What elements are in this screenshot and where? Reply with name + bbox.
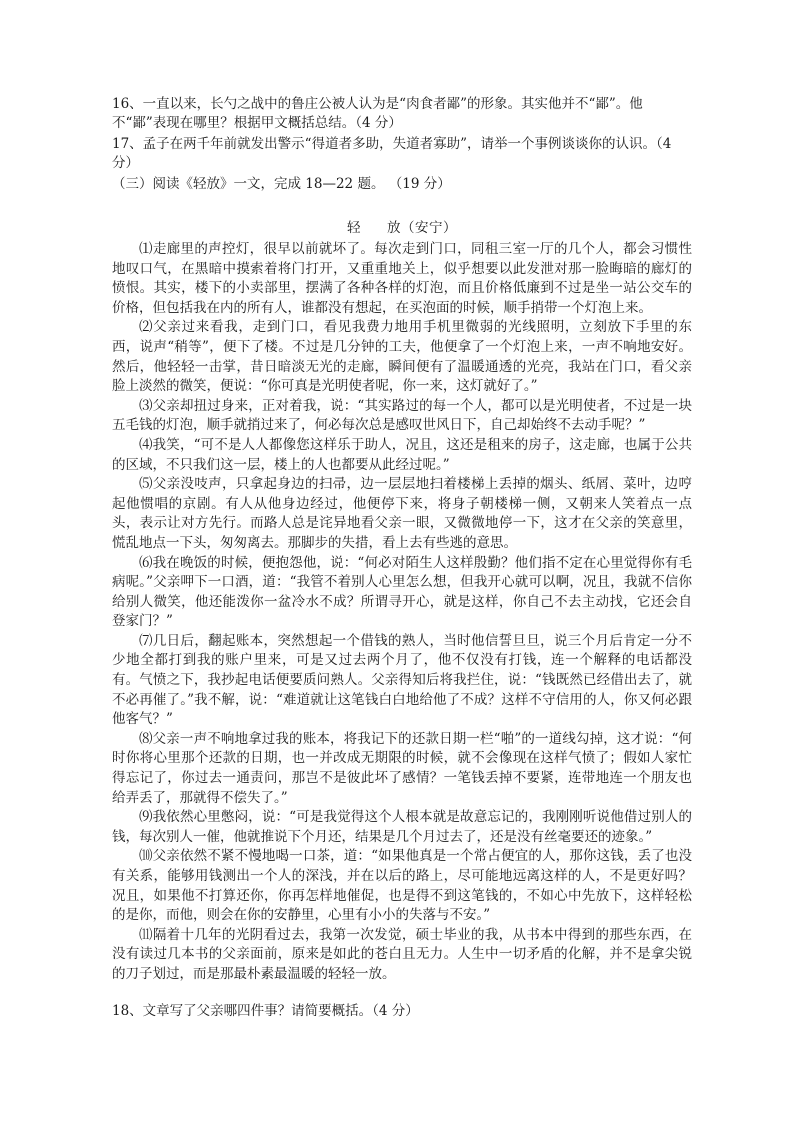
article-paragraph-8: ⑻父亲一声不响地拿过我的账本，将我记下的还款日期一栏“啪”的一道线勾掉，这才说：“何时你将心里那个还款的日期，也一并改成无期限的时候，就不会像现在这样气愤了；假如人家忙得忘记了，你过去一通责问，那岂不是彼此坏了感情？一笔钱丢掉不要紧，连带地连一个朋友也给弄丢了，那就得不偿失了。” — [112, 730, 692, 806]
question-17: 17、孟子在两千年前就发出警示“得道者多助，失道者寡助”，请举一个事例谈谈你的认识。（4 分） — [112, 136, 672, 171]
article-paragraph-1: ⑴走廊里的声控灯，很早以前就坏了。每次走到门口，同租三室一厅的几个人，都会习惯性地叹口气，在黑暗中摸索着将门打开，又重重地关上，似乎想要以此发泄对那一脸晦暗的廊灯的愤恨。其实，楼下的小卖部里，摆满了各种各样的灯泡，而且价格低廉到不过是坐一站公交车的价格，但包括我在内的所有人，谁都没有想起，在买泡面的时候，顺手捎带一个灯泡上来。 — [112, 241, 692, 316]
article-paragraph-3: ⑶父亲却扭过身来，正对着我，说：“其实路过的每一个人，都可以是光明使者，不过是一块五毛钱的灯泡，顺手就捎过来了，何必每次总是感叹世风日下，自己却始终不去动手呢？” — [112, 397, 692, 434]
question-16: 16、一直以来，长勺之战中的鲁庄公被人认为是“肉食者鄙”的形象。其实他并不“鄙”。他不“鄙”表现在哪里？根据甲文概括总结。（4 分） — [112, 96, 643, 131]
article-title — [112, 218, 692, 238]
article-paragraph-11: ⑾隔着十几年的光阴看过去，我第一次发觉，硕士毕业的我，从书本中得到的那些东西，在没有读过几本书的父亲面前，原来是如此的苍白且无力。人生中一切矛盾的化解，并不是拿尖锐的刀子划过，而是那最朴素最温暖的轻轻一放。 — [112, 926, 692, 982]
question-18: 18、文章写了父亲哪四件事？请简要概括。（4 分） — [112, 1003, 419, 1019]
article-paragraph-9: ⑼我依然心里憋闷，说：“可是我觉得这个人根本就是故意忘记的，我刚刚听说他借过别人的钱，每次别人一催，他就推说下个月还，结果是几个月过去了，还是没有丝毫要还的迹象。” — [112, 809, 692, 845]
question-block — [112, 95, 692, 194]
article-title-part1: 轻 — [347, 220, 361, 236]
article-paragraph-10: ⑽父亲依然不紧不慢地喝一口茶，道：“如果他真是一个常占便宜的人，那你这钱，丢了也没有关系，能够用钱测出一个人的深浅，并在以后的路上，尽可能地远离这样的人，不是更好吗？况且，如果他不打算还你，你再怎样地催促，也是得不到这笔钱的，不如心中先放下，这样轻松的是你，而他，则会在你的安静里，心里有小小的失落与不安。” — [112, 848, 692, 924]
article-paragraph-6: ⑹我在晚饭的时候，便抱怨他，说：“何必对陌生人这样殷勤？他们指不定在心里觉得你有毛病呢。”父亲呷下一口酒，道：“我管不着别人心里怎么想，但我开心就可以啊，况且，我就不信你给别人微笑，他还能泼你一盆冷水不成？所谓寻开心，就是这样，你自己不去主动找，它还会自登家门？” — [112, 554, 692, 630]
article-paragraph-5: ⑸父亲没吱声，只拿起身边的扫帚，边一层层地扫着楼梯上丢掉的烟头、纸屑、菜叶，边哼起他惯唱的京剧。有人从他身边经过，他便停下来，将身子朝楼梯一侧，又朝来人笑着点一点头，表示让对方先行。而路人总是诧异地看父亲一眼，又微微地停一下，这才在父亲的笑意里，慌乱地点一下头，匆匆离去。那脚步的失措，看上去有些逃的意思。 — [112, 476, 692, 551]
section-heading: （三）阅读《轻放》一文，完成 18—22 题。 （19 分） — [112, 176, 451, 192]
article-paragraph-2: ⑵父亲过来看我，走到门口，看见我费力地用手机里微弱的光线照明，立刻放下手里的东西，说声“稍等”，便下了楼。不过是几分钟的工夫，他便拿了一个灯泡上来，一声不响地安好。然后，他轻轻一击掌，昔日暗淡无光的走廊，瞬间便有了温暖通透的光亮，我站在门口，看父亲脸上淡然的微笑，便说：“你可真是光明使者呢，你一来，这灯就好了。” — [112, 319, 692, 395]
article-body — [112, 240, 692, 985]
article-title-part2: 放（安宁） — [387, 220, 457, 236]
article-paragraph-4: ⑷我笑，“可不是人人都像您这样乐于助人，况且，这还是租来的房子，这走廊，也属于公共的区域，不只我们这一层，楼上的人也都要从此经过呢。” — [112, 436, 692, 473]
article-paragraph-7: ⑺几日后，翻起账本，突然想起一个借钱的熟人，当时他信誓旦旦，说三个月后肯定一分不少地全都打到我的账户里来，可是又过去两个月了，他不仅没有打钱，连一个解释的电话都没有。气愤之下，我抄起电话便要质问熟人。父亲得知后将我拦住，说：“钱既然已经借出去了，就不必再催了。”我不解，说：“难道就让这笔钱白白地给他了不成？这样不守信用的人，你又何必跟他客气？” — [112, 632, 692, 728]
